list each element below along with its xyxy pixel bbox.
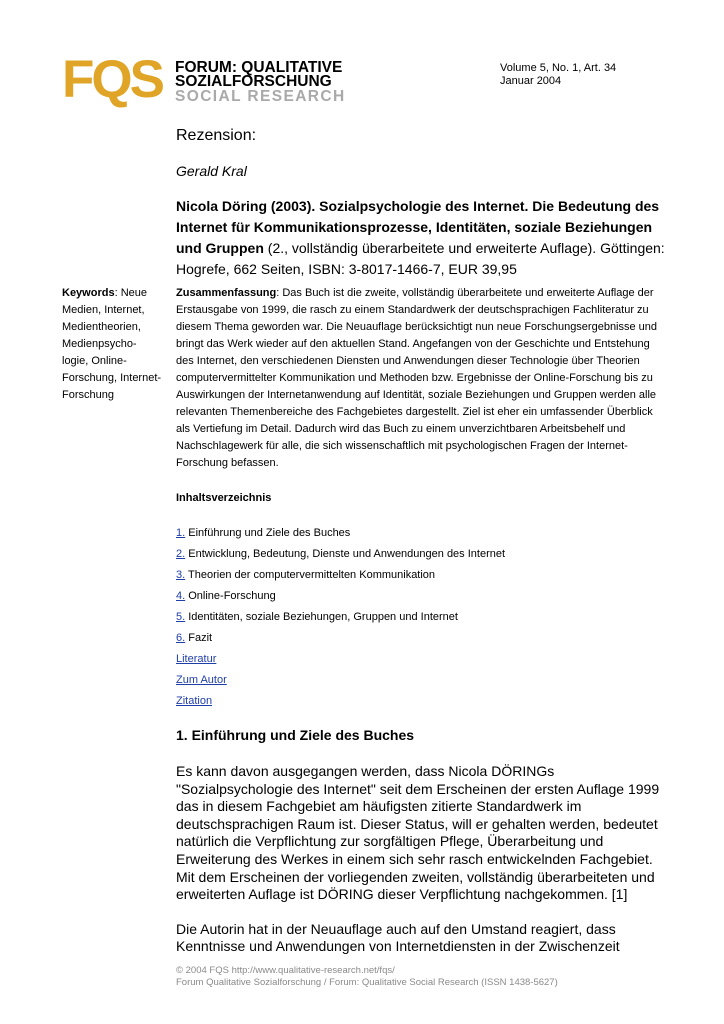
toc-item [176,652,666,673]
paragraph-1: Es kann davon ausgegangen werden, dass Nicola DÖRINGs "Sozialpsychologie des Internet" seit dem Erscheinen der ersten Auflage 1999 das in diesem Fachgebiet am häufigsten zitierte Standardwerk im deutschsprachigen Raum ist. Dieser Status, will er gehalten werden, bedeutet natürlich die Verpflichtung zur sorgfältigen Pflege, Überarbeitung und Erweiterung des Werkes in einem sich sehr rasch entwickelnden Fachgebiet. Mit dem Erscheinen der vorliegenden zweiten, vollständig überarbeiteten und erweiterten Auflage ist DÖRING dieser Verpflichtung nachgekommen. [1] [176,763,660,903]
book-title: Nicola Döring (2003). Sozialpsychologie des Internet. Die Bedeutung des Internet für Kommunikationsprozesse, Identitäten, soziale Beziehungen und Gruppen [176,198,660,256]
toc-item-label: Einführung und Ziele des Buches [188,527,351,539]
toc-link-5[interactable]: 5. [176,611,186,623]
toc-item-label: Identitäten, soziale Beziehungen, Gruppen und Internet [188,611,458,623]
section-heading: 1. Einführung und Ziele des Buches [176,727,415,743]
page-footer [176,965,558,988]
toc-link-zum-autor[interactable]: Zum Autor [176,674,227,686]
fqs-logo [62,50,352,109]
toc-item [176,568,666,589]
toc-link-6[interactable]: 6. [176,632,186,644]
toc-item-label: Theorien der computervermittelten Kommunikation [188,569,436,581]
footer-copyright: © 2004 FQS http://www.qualitative-research.net/fqs/ [176,965,395,976]
issue-volume: Volume 5, No. 1, Art. 34 [500,62,617,74]
toc-item [176,610,666,631]
table-of-contents [176,526,666,715]
logo-line-sozialforschung: SOZIALFORSCHUNG [175,73,332,90]
toc-item [176,526,666,547]
article-type: Rezension: [176,127,257,144]
issue-date: Januar 2004 [500,75,562,87]
footer-journal: Forum Qualitative Sozialforschung / Forum: Qualitative Social Research (ISSN 1438-5627) [176,976,558,988]
section-body [176,763,666,973]
book-citation [176,196,666,280]
book-details: (2., vollständig überarbeitete und erweiterte Auflage). Göttingen: Hogrefe, 662 Seiten, ISBN: 3-8017-1466-7, EUR 39,95 [176,240,665,277]
issue-info [500,62,616,88]
logo-line-forum: FORUM: QUALITATIVE [175,59,343,76]
toc-item-label: Fazit [188,632,213,644]
logo-line-social-research: SOCIAL RESEARCH [175,88,346,105]
logo-abbreviation: FQS [62,50,162,109]
toc-link-3[interactable]: 3. [176,569,186,581]
toc-item [176,631,666,652]
paragraph-2: Die Autorin hat in der Neuauflage auch auf den Umstand reagiert, dass Kenntnisse und Anwendungen von Internetdiensten in der Zwischenzeit [176,920,620,955]
abstract-label: Zusammenfassung [176,287,277,299]
keywords [62,285,162,404]
toc-item [176,547,666,568]
toc-title: Inhaltsverzeichnis [176,492,272,504]
toc-item-label: Entwicklung, Bedeutung, Dienste und Anwendungen des Internet [188,548,506,560]
toc-link-4[interactable]: 4. [176,590,186,602]
review-author: Gerald Kral [176,163,247,179]
toc-link-zitation[interactable]: Zitation [176,695,213,707]
abstract [176,285,666,472]
toc-link-1[interactable]: 1. [176,527,186,539]
abstract-text: : Das Buch ist die zweite, vollständig überarbeitete und erweiterte Auflage der Erstausgabe von 1999, die rasch zu einem Standardwerk der deutschsprachigen Fachliteratur zu diesem Thema geworden war. Die Neuauflage berücksichtigt nun neue Forschungsergebnisse und bringt das Werk wieder auf den aktuellen Stand. Angefangen von der Geschichte und Entstehung des Internet, den verschiedenen Diensten und Anwendungen dieser Technologie über Theorien computervermittelter Kommunikation und Methoden bzw. Ergebnisse der Online-Forschung bis zu Auswirkungen der Internetanwendung auf Identität, soziale Beziehungen und Gruppen werden alle relevanten Themenbereiche des Fachgebietes dargestellt. Ziel ist eher ein umfassender Überblick als Vertiefung im Detail. Dadurch wird das Buch zu einem unverzichtbaren Arbeitsbehelf und Nachschlagewerk für alle, die sich wissenschaftlich mit psychologischen Fragen der Internet-Forschung befassen. [176,287,658,469]
toc-item [176,673,666,694]
toc-link-2[interactable]: 2. [176,548,186,560]
keywords-text: : Neue Medien, Internet, Medientheorien, Medienpsycho-logie, Online-Forschung, Internet-Forschung [62,287,162,401]
toc-item [176,694,666,715]
keywords-label: Keywords [62,287,115,299]
toc-item [176,589,666,610]
toc-link-literatur[interactable]: Literatur [176,653,217,665]
toc-item-label: Online-Forschung [188,590,276,602]
